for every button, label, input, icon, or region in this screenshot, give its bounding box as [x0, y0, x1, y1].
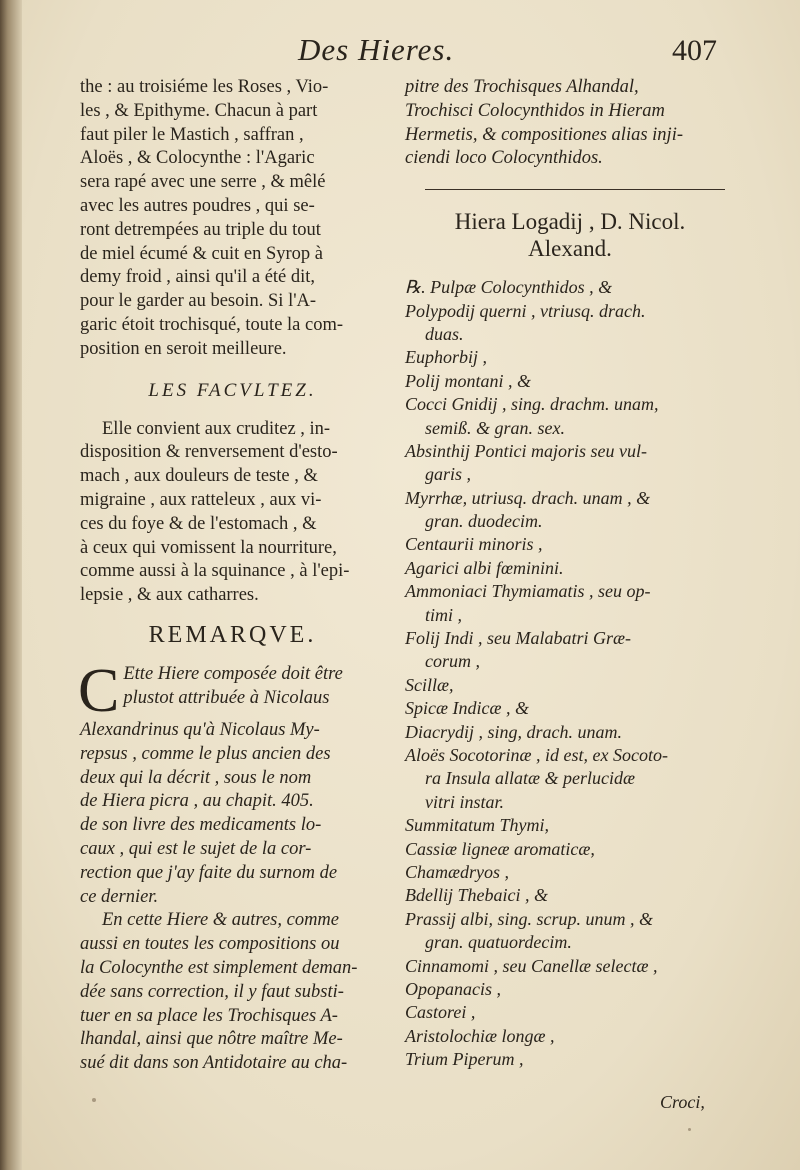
- ingredient-line: Myrrhæ, utriusq. drach. unam , &: [405, 487, 651, 508]
- text-line: position en seroit meilleure.: [80, 338, 287, 359]
- ingredient-line: Folij Indi , seu Malabatri Græ-: [405, 628, 631, 649]
- recipe-title: [405, 208, 735, 262]
- ink-speck: [92, 1098, 96, 1102]
- text-line: de son livre des medicaments lo-: [80, 815, 322, 836]
- text-line: Ette Hiere composée doit être: [123, 663, 343, 684]
- text-line: de miel écumé & cuit en Syrop à: [80, 243, 323, 264]
- text-line: rection que j'ay faite du surnom de: [80, 862, 338, 883]
- ingredient-line: Castorei ,: [405, 1002, 476, 1023]
- ingredient-line: timi ,: [425, 604, 463, 625]
- ingredient-line: Prassij albi, sing. scrup. unum , &: [405, 908, 654, 929]
- ingredient-line: Centaurii minoris ,: [405, 534, 543, 555]
- text-line: Elle convient aux cruditez , in-: [102, 418, 331, 439]
- text-line: demy froid , ainsi qu'il a été dit,: [80, 267, 316, 288]
- page-gutter-shadow: [0, 0, 22, 1170]
- ingredient-line: Diacrydij , sing, drach. unam.: [405, 721, 622, 742]
- left-intro-paragraph: [80, 76, 385, 362]
- ingredient-line: Aloës Socotorinæ , id est, ex Socoto-: [405, 745, 668, 765]
- text-line: pitre des Trochisques Alhandal,: [405, 77, 639, 97]
- text-line: ces du foye & de l'estomach , &: [80, 513, 317, 534]
- ingredient-line: Ammoniaci Thymiamatis , seu op-: [405, 581, 651, 602]
- ingredient-line: corum ,: [425, 651, 480, 672]
- text-line: à ceux qui vomissent la nourriture,: [80, 537, 337, 558]
- text-line: the : au troisiéme les Roses , Vio-: [80, 77, 329, 97]
- text-line: la Colocynthe est simplement deman-: [80, 957, 358, 978]
- text-line: lepsie , & aux catharres.: [80, 585, 259, 606]
- text-line: pour le garder au besoin. Si l'A-: [80, 291, 317, 312]
- text-line: Aloës , & Colocynthe : l'Agaric: [80, 148, 315, 169]
- text-line: dée sans correction, il y faut substi-: [80, 981, 344, 1002]
- text-line: sué dit dans son Antidotaire au cha-: [80, 1053, 348, 1074]
- remarque-paragraph: [78, 656, 385, 1076]
- facultez-heading: LES FACVLTEZ.: [148, 379, 317, 401]
- running-title: Des Hieres.: [298, 32, 455, 67]
- text-line: comme aussi à la squinance , à l'epi-: [80, 561, 350, 582]
- text-line: sera rapé avec une serre , & mêlé: [80, 172, 326, 193]
- ingredient-line: semiß. & gran. sex.: [425, 417, 565, 438]
- ingredient-line: garis ,: [425, 464, 472, 485]
- right-column: [405, 76, 735, 1071]
- text-line: faut piler le Mastich , saffran ,: [80, 124, 304, 145]
- right-intro-paragraph: [405, 76, 735, 171]
- text-line: Alexandrinus qu'à Nicolaus My-: [80, 719, 320, 740]
- text-line: disposition & renversement d'esto-: [80, 442, 338, 463]
- ingredient-line: gran. quatuordecim.: [425, 932, 572, 953]
- horizontal-rule: [425, 189, 725, 190]
- text-line: En cette Hiere & autres, comme: [102, 910, 339, 931]
- ingredient-line: Scillæ,: [405, 674, 454, 695]
- recipe-title-line: Hiera Logadij , D. Nicol.: [454, 209, 686, 235]
- ingredient-line: Trium Piperum ,: [405, 1049, 524, 1070]
- text-line: les , & Epithyme. Chacun à part: [80, 100, 318, 121]
- text-line: Hermetis, & compositiones alias inji-: [405, 124, 683, 145]
- ingredient-line: Cocci Gnidij , sing. drachm. unam,: [405, 394, 659, 415]
- ingredient-line: Cassiæ ligneæ aromaticæ,: [405, 838, 595, 859]
- ingredient-line: Spicæ Indicæ , &: [405, 698, 529, 719]
- ingredient-line: ra Insula allatæ & perlucidæ: [425, 768, 636, 789]
- ingredient-line: Polij montani , &: [405, 370, 531, 391]
- page-header: [0, 30, 800, 80]
- ingredient-line: Agarici albi fœminini.: [405, 557, 564, 578]
- facultez-paragraph: [80, 418, 385, 608]
- ink-speck: [688, 1128, 691, 1131]
- left-column: [80, 76, 385, 1076]
- text-line: deux qui la décrit , sous le nom: [80, 767, 312, 788]
- recipe-title-line: Alexand.: [528, 236, 612, 262]
- ingredient-line: ℞. Pulpæ Colocynthidos , &: [405, 277, 613, 298]
- ingredient-line: Polypodij querni , vtriusq. drach.: [405, 300, 646, 321]
- text-line: lhandal, ainsi que nôtre maître Me-: [80, 1029, 343, 1050]
- ingredient-line: vitri instar.: [425, 791, 505, 812]
- ingredient-line: Euphorbij ,: [405, 347, 488, 368]
- text-line: plustot attribuée à Nicolaus: [123, 687, 330, 708]
- ingredient-line: Absinthij Pontici majoris seu vul-: [405, 440, 647, 461]
- text-line: ce dernier.: [80, 886, 159, 907]
- ingredient-line: Summitatum Thymi,: [405, 815, 549, 836]
- text-line: ciendi loco Colocynthidos.: [405, 148, 603, 169]
- text-line: avec les autres poudres , qui se-: [80, 195, 315, 216]
- drop-cap: C: [78, 656, 120, 725]
- text-line: caux , qui est le sujet de la cor-: [80, 838, 312, 859]
- ingredient-line: Chamædryos ,: [405, 861, 510, 882]
- text-line: de Hiera picra , au chapit. 405.: [80, 791, 314, 812]
- ingredient-line: Aristolochiæ longæ ,: [405, 1025, 555, 1046]
- page-number: 407: [672, 34, 717, 67]
- ingredient-line: Bdellij Thebaici , &: [405, 885, 548, 906]
- text-line: ront detrempées au triple du tout: [80, 219, 321, 240]
- text-line: garic étoit trochisqué, toute la com-: [80, 314, 344, 335]
- ingredient-line: Cinnamomi , seu Canellæ selectæ ,: [405, 955, 658, 976]
- text-line: migraine , aux ratteleux , aux vi-: [80, 489, 322, 510]
- ingredient-line: gran. duodecim.: [425, 511, 543, 532]
- text-line: mach , aux douleurs de teste , &: [80, 466, 318, 487]
- remarque-heading: REMARQVE.: [148, 621, 317, 648]
- recipe-ingredients: [405, 276, 735, 1071]
- catchword: Croci,: [660, 1092, 705, 1112]
- text-line: aussi en toutes les compositions ou: [80, 934, 340, 955]
- ingredient-line: Opopanacis ,: [405, 978, 501, 999]
- text-line: Trochisci Colocynthidos in Hieram: [405, 100, 665, 121]
- text-line: repsus , comme le plus ancien des: [80, 743, 331, 764]
- ingredient-line: duas.: [425, 323, 464, 344]
- text-line: tuer en sa place les Trochisques A-: [80, 1005, 338, 1026]
